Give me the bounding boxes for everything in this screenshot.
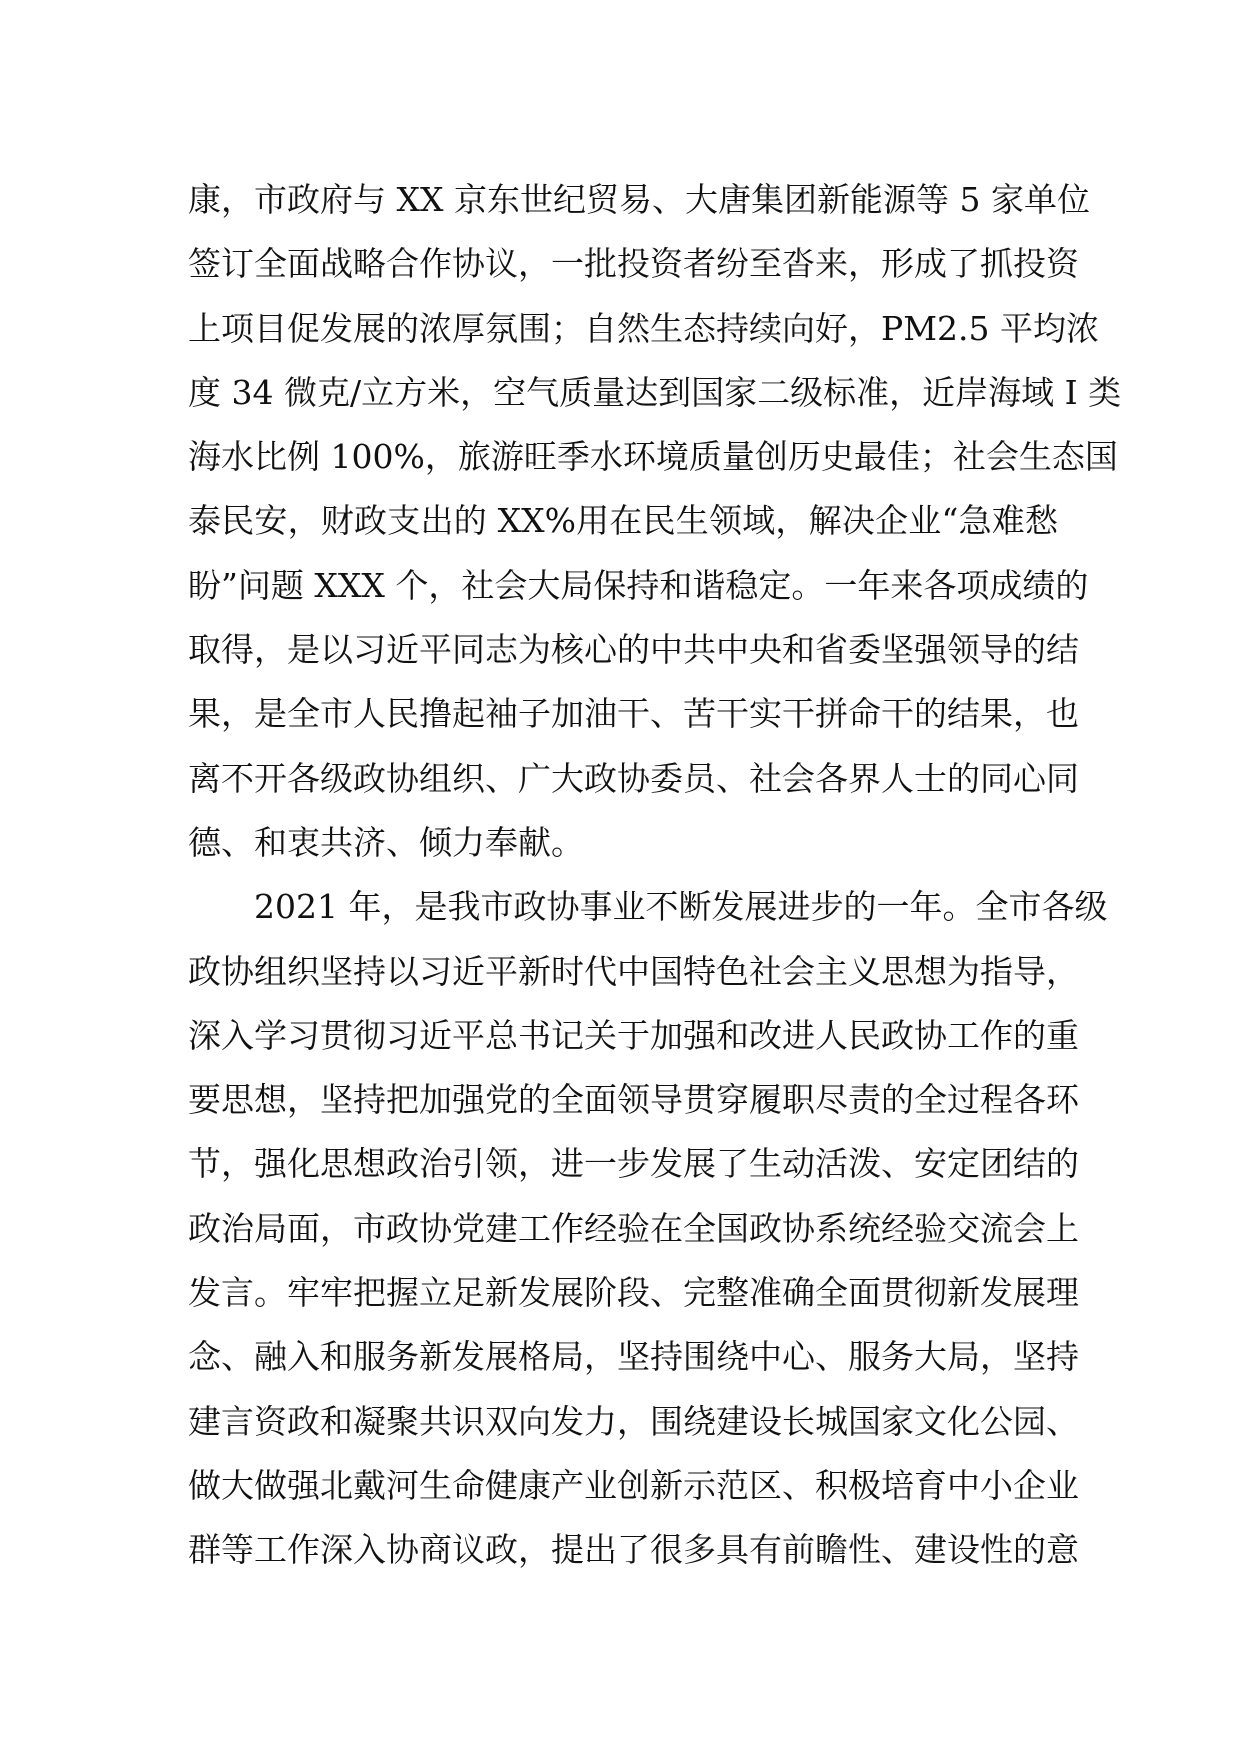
document-body: [188, 168, 1122, 1583]
text-line: 念、融入和服务新发展格局，坚持围绕中心、服务大局，坚持: [188, 1337, 1079, 1377]
text-line: 群等工作深入协商议政，提出了很多具有前瞻性、建设性的意: [188, 1530, 1079, 1570]
text-line: 离不开各级政协组织、广大政协委员、社会各界人士的同心同: [188, 758, 1079, 798]
text-line: 泰民安，财政支出的 XX%用在民生领域，解决企业“急难愁: [188, 501, 1058, 541]
text-line: 度 34 微克/立方米，空气质量达到国家二级标准，近岸海域 I 类: [188, 372, 1122, 412]
text-line: 发言。牢牢把握立足新发展阶段、完整准确全面贯彻新发展理: [188, 1273, 1079, 1313]
paragraph-1: [188, 168, 1122, 875]
text-line: 做大做强北戴河生命健康产业创新示范区、积极培育中小企业: [188, 1465, 1079, 1505]
text-line: 签订全面战略合作协议，一批投资者纷至沓来，形成了抓投资: [188, 244, 1079, 284]
text-line: 节，强化思想政治引领，进一步发展了生动活泼、安定团结的: [188, 1144, 1079, 1184]
text-line: 政协组织坚持以习近平新时代中国特色社会主义思想为指导，: [188, 951, 1079, 991]
text-line: 盼”问题 XXX 个，社会大局保持和谐稳定。一年来各项成绩的: [188, 565, 1089, 605]
paragraph-2: [188, 875, 1108, 1582]
text-line: 果，是全市人民撸起袖子加油干、苦干实干拼命干的结果，也: [188, 694, 1079, 734]
text-line: 海水比例 100%，旅游旺季水环境质量创历史最佳；社会生态国: [188, 437, 1118, 477]
text-line: 取得，是以习近平同志为核心的中共中央和省委坚强领导的结: [188, 630, 1079, 670]
text-line: 要思想，坚持把加强党的全面领导贯穿履职尽责的全过程各环: [188, 1080, 1079, 1120]
text-line: 政治局面，市政协党建工作经验在全国政协系统经验交流会上: [188, 1208, 1079, 1248]
text-line: 2021 年，是我市政协事业不断发展进步的一年。全市各级: [254, 887, 1108, 927]
text-line: 上项目促发展的浓厚氛围；自然生态持续向好，PM2.5 平均浓: [188, 308, 1099, 348]
text-line: 德、和衷共济、倾力奉献。: [188, 822, 584, 862]
text-line: 深入学习贯彻习近平总书记关于加强和改进人民政协工作的重: [188, 1015, 1079, 1055]
text-line: 建言资政和凝聚共识双向发力，围绕建设长城国家文化公园、: [188, 1401, 1079, 1441]
text-line: 康，市政府与 XX 京东世纪贸易、大唐集团新能源等 5 家单位: [188, 180, 1090, 219]
